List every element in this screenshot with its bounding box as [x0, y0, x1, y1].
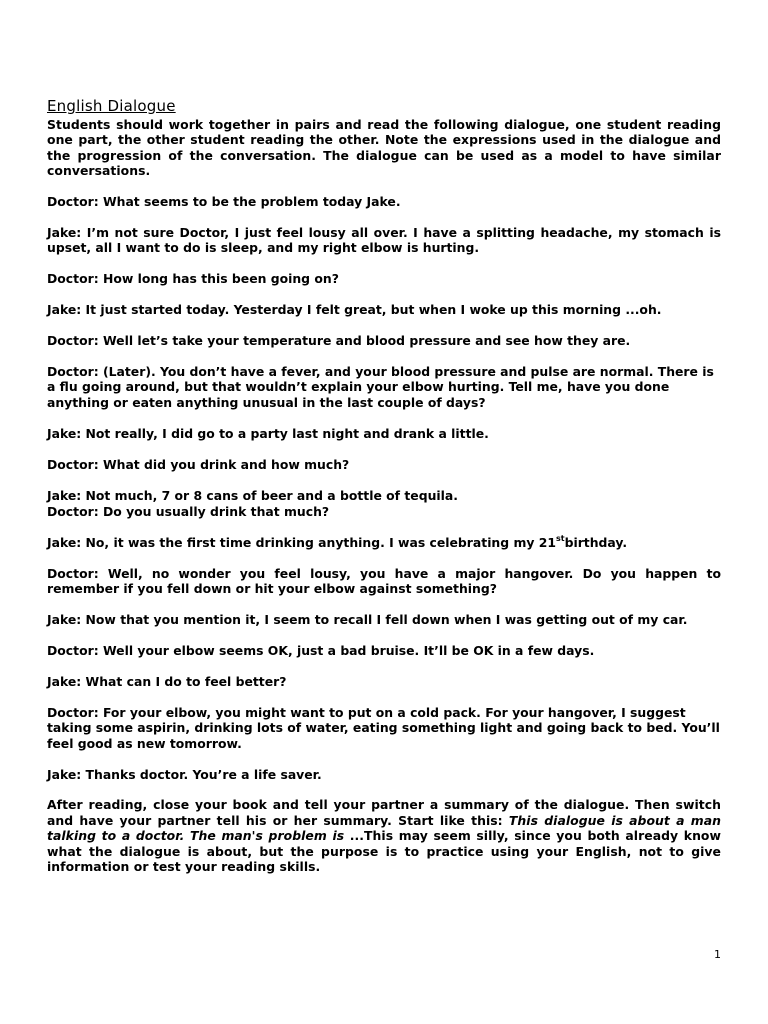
dialogue-line: Doctor: Do you usually drink that much?: [47, 504, 330, 519]
closing-example: This dialogue is about a man talking to a doctor. The man's problem is: [47, 812, 721, 844]
dialogue-line: Doctor: What did you drink and how much?: [47, 456, 350, 472]
dialogue-line-birthday: [47, 535, 721, 550]
intro-paragraph: Students should work together in pairs and read the following dialogue, one student reading one part, the other student reading the other. Note the expressions used in the dialogue and the progression of the conversation. The dialogue can be used as a model to have similar conversations.: [47, 117, 721, 179]
dialogue-line: Doctor: For your elbow, you might want to put on a cold pack. For your hangover, I suggest taking some aspirin, drinking lots of water, eating something light and going back to bed. You’ll feel good as new tomorrow.: [47, 704, 720, 751]
closing-paragraph: [47, 797, 721, 874]
dialogue-line: Doctor: (Later). You don’t have a fever, and your blood pressure and pulse are normal. There is a flu going around, but that wouldn’t explain your elbow hurting. Tell me, have you done anything or eaten anything unusual in the last couple of days?: [47, 364, 714, 410]
dialogue-line: Jake: Thanks doctor. You’re a life saver.: [47, 766, 322, 782]
birthday-text-end: birthday.: [564, 534, 628, 550]
dialogue-line: Jake: What can I do to feel better?: [47, 673, 287, 689]
closing-text: After reading, close your book and tell your partner a summary of the dialogue. Then switch and have your partner tell his or her summary. Start like this:: [47, 797, 721, 828]
page-number: 1: [714, 948, 721, 961]
dialogue-line: Jake: It just started today. Yesterday I felt great, but when I woke up this morning ...oh.: [47, 302, 662, 318]
dialogue-line: Doctor: What seems to be the problem today Jake.: [47, 194, 401, 210]
dialogue-line: Jake: Not really, I did go to a party last night and drank a little.: [47, 425, 489, 441]
dialogue-line: Jake: I’m not sure Doctor, I just feel lousy all over. I have a splitting headache, my stomach is upset, all I want to do is sleep, and my right elbow is hurting.: [47, 225, 721, 256]
dialogue-line: Doctor: Well let’s take your temperature and blood pressure and see how they are.: [47, 333, 631, 349]
ordinal-suffix: st: [555, 533, 565, 543]
birthday-text: Jake: No, it was the first time drinking anything. I was celebrating my 21: [47, 534, 556, 550]
dialogue-line: Doctor: Well, no wonder you feel lousy, you have a major hangover. Do you happen to remember if you fell down or hit your elbow against something?: [47, 565, 721, 597]
document-title: English Dialogue: [47, 97, 176, 115]
dialogue-line: Jake: Not much, 7 or 8 cans of beer and a bottle of tequila.: [47, 487, 458, 503]
closing-text-end: ...This may seem silly, since you both already know what the dialogue is about, but the purpose is to practice using your English, not to give information or test your reading skills.: [47, 828, 721, 875]
dialogue-line: Doctor: Well your elbow seems OK, just a bad bruise. It’ll be OK in a few days.: [47, 643, 595, 659]
dialogue-line: Jake: Now that you mention it, I seem to recall I fell down when I was getting out of my car.: [47, 612, 688, 628]
document-page: [47, 97, 721, 875]
dialogue-line: Doctor: How long has this been going on?: [47, 271, 339, 287]
